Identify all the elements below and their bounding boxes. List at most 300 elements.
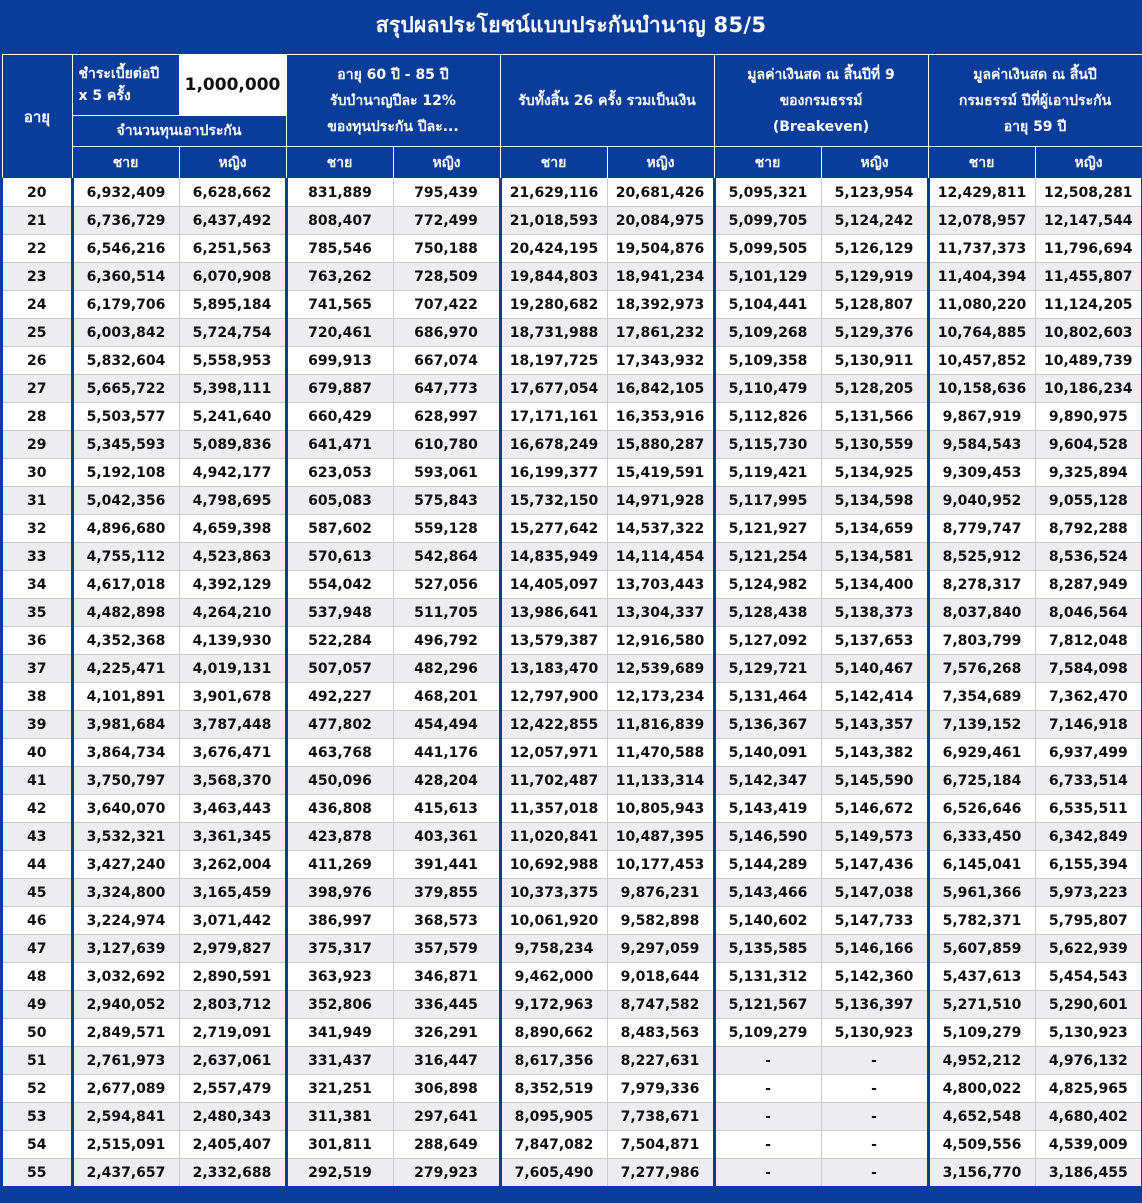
annuity-male: 554,042 [286,571,393,599]
breakeven-female: 5,130,911 [821,347,928,375]
annuity-female: 403,361 [393,823,500,851]
table-row [2,515,1142,543]
premium-male: 6,736,729 [72,207,179,235]
annuity-female: 454,494 [393,711,500,739]
age-cell: 48 [2,963,72,991]
female-column-header: หญิง [1035,147,1142,179]
age-cell: 39 [2,711,72,739]
cash-59-male: 4,509,556 [928,1131,1035,1159]
annuity-header-line3: ของทุนประกัน ปีละ... [327,118,459,135]
premium-female: 6,437,492 [179,207,286,235]
total-female: 16,842,105 [607,375,714,403]
premium-label-line2: x 5 ครั้ง [78,88,131,104]
annuity-female: 559,128 [393,515,500,543]
female-column-header: หญิง [821,147,928,179]
age-cell: 28 [2,403,72,431]
total-male: 13,183,470 [500,655,607,683]
cash-59-female: 7,146,918 [1035,711,1142,739]
premium-male: 5,665,722 [72,375,179,403]
total-female: 15,419,591 [607,459,714,487]
table-row [2,1103,1142,1131]
total-male: 17,171,161 [500,403,607,431]
total-male: 10,061,920 [500,907,607,935]
breakeven-female: 5,146,672 [821,795,928,823]
cash-59-female: 9,890,975 [1035,403,1142,431]
cash-59-female: 6,155,394 [1035,851,1142,879]
age-cell: 30 [2,459,72,487]
annuity-female: 326,291 [393,1019,500,1047]
annuity-male: 507,057 [286,655,393,683]
premium-female: 3,071,442 [179,907,286,935]
breakeven-female: 5,136,397 [821,991,928,1019]
total-male: 15,277,642 [500,515,607,543]
total-female: 7,504,871 [607,1131,714,1159]
breakeven-header [714,55,928,147]
breakeven-male: 5,121,254 [714,543,821,571]
premium-female: 2,803,712 [179,991,286,1019]
total-male: 15,732,150 [500,487,607,515]
annuity-female: 686,970 [393,319,500,347]
cash-59-male: 4,652,548 [928,1103,1035,1131]
total-female: 8,227,631 [607,1047,714,1075]
annuity-female: 468,201 [393,683,500,711]
annuity-male: 450,096 [286,767,393,795]
total-female: 12,173,234 [607,683,714,711]
total-received-header [500,55,714,147]
cash-59-female: 5,973,223 [1035,879,1142,907]
premium-male: 4,755,112 [72,543,179,571]
annuity-male: 311,381 [286,1103,393,1131]
breakeven-female: 5,126,129 [821,235,928,263]
annuity-male: 831,889 [286,179,393,207]
premium-female: 2,405,407 [179,1131,286,1159]
age-cell: 40 [2,739,72,767]
breakeven-male: 5,109,268 [714,319,821,347]
premium-female: 3,463,443 [179,795,286,823]
total-female: 8,483,563 [607,1019,714,1047]
total-male: 21,018,593 [500,207,607,235]
total-male: 8,095,905 [500,1103,607,1131]
annuity-male: 537,948 [286,599,393,627]
premium-female: 3,361,345 [179,823,286,851]
cash-59-female: 7,812,048 [1035,627,1142,655]
cash-59-female: 4,825,965 [1035,1075,1142,1103]
premium-male: 5,345,593 [72,431,179,459]
cash-59-male: 7,803,799 [928,627,1035,655]
total-male: 19,280,682 [500,291,607,319]
cash-value-59-header [928,55,1142,147]
age-cell: 38 [2,683,72,711]
table-row [2,319,1142,347]
breakeven-female: 5,143,357 [821,711,928,739]
annuity-female: 336,445 [393,991,500,1019]
cash-59-male: 5,607,859 [928,935,1035,963]
annuity-female: 346,871 [393,963,500,991]
cash-59-female: 6,535,511 [1035,795,1142,823]
age-cell: 25 [2,319,72,347]
breakeven-male: 5,119,421 [714,459,821,487]
age-cell: 31 [2,487,72,515]
cash-59-male: 5,109,279 [928,1019,1035,1047]
cash-59-male: 12,078,957 [928,207,1035,235]
annuity-female: 316,447 [393,1047,500,1075]
cash-59-female: 5,454,543 [1035,963,1142,991]
annuity-female: 707,422 [393,291,500,319]
cash-59-male: 6,725,184 [928,767,1035,795]
premium-male: 3,224,974 [72,907,179,935]
annuity-male: 386,997 [286,907,393,935]
total-male: 18,731,988 [500,319,607,347]
age-cell: 26 [2,347,72,375]
total-male: 7,847,082 [500,1131,607,1159]
table-row [2,991,1142,1019]
total-male: 14,405,097 [500,571,607,599]
premium-male: 4,482,898 [72,599,179,627]
cash-59-male: 7,139,152 [928,711,1035,739]
cash-59-female: 12,147,544 [1035,207,1142,235]
cash-59-male: 11,080,220 [928,291,1035,319]
breakeven-male: 5,101,129 [714,263,821,291]
annuity-male: 720,461 [286,319,393,347]
cash-59-male: 11,404,394 [928,263,1035,291]
breakeven-male: - [714,1131,821,1159]
breakeven-male: 5,115,730 [714,431,821,459]
breakeven-male: 5,131,464 [714,683,821,711]
breakeven-female: 5,143,382 [821,739,928,767]
breakeven-male: - [714,1075,821,1103]
premium-female: 4,264,210 [179,599,286,627]
table-row [2,179,1142,207]
total-male: 9,172,963 [500,991,607,1019]
breakeven-male: 5,144,289 [714,851,821,879]
premium-male: 4,101,891 [72,683,179,711]
cash-59-male: 5,782,371 [928,907,1035,935]
annuity-female: 306,898 [393,1075,500,1103]
annuity-female: 297,641 [393,1103,500,1131]
total-male: 16,678,249 [500,431,607,459]
premium-male: 2,515,091 [72,1131,179,1159]
cash-59-male: 10,158,636 [928,375,1035,403]
breakeven-header-line1: มูลค่าเงินสด ณ สิ้นปีที่ 9 [747,66,895,83]
breakeven-female: - [821,1047,928,1075]
breakeven-male: 5,136,367 [714,711,821,739]
breakeven-female: 5,140,467 [821,655,928,683]
breakeven-female: - [821,1159,928,1188]
age-cell: 20 [2,179,72,207]
annuity-female: 279,923 [393,1159,500,1188]
premium-label-line1: ชำระเบี้ยต่อปี [78,66,160,82]
annuity-male: 785,546 [286,235,393,263]
premium-female: 2,637,061 [179,1047,286,1075]
table-row [2,907,1142,935]
total-female: 13,703,443 [607,571,714,599]
annuity-female: 511,705 [393,599,500,627]
total-male: 7,605,490 [500,1159,607,1188]
total-female: 9,297,059 [607,935,714,963]
cash-59-female: 5,622,939 [1035,935,1142,963]
cash-59-female: 10,802,603 [1035,319,1142,347]
total-male: 11,020,841 [500,823,607,851]
premium-male: 4,352,368 [72,627,179,655]
total-female: 11,133,314 [607,767,714,795]
total-female: 11,470,588 [607,739,714,767]
age-cell: 32 [2,515,72,543]
total-male: 14,835,949 [500,543,607,571]
breakeven-male: 5,117,995 [714,487,821,515]
table-row [2,767,1142,795]
premium-male: 2,594,841 [72,1103,179,1131]
table-row [2,879,1142,907]
table-row [2,739,1142,767]
age-cell: 54 [2,1131,72,1159]
age-cell: 45 [2,879,72,907]
premium-female: 2,332,688 [179,1159,286,1188]
annuity-male: 363,923 [286,963,393,991]
cash-59-female: 8,046,564 [1035,599,1142,627]
breakeven-male: - [714,1159,821,1188]
breakeven-male: 5,112,826 [714,403,821,431]
total-male: 12,422,855 [500,711,607,739]
cash-59-female: 6,342,849 [1035,823,1142,851]
annuity-male: 492,227 [286,683,393,711]
annuity-female: 368,573 [393,907,500,935]
cash-59-female: 7,584,098 [1035,655,1142,683]
cash-59-male: 5,961,366 [928,879,1035,907]
annuity-header-line2: รับบำนาญปีละ 12% [330,92,456,109]
premium-female: 4,392,129 [179,571,286,599]
table-row [2,1019,1142,1047]
premium-female: 3,787,448 [179,711,286,739]
premium-male: 2,849,571 [72,1019,179,1047]
total-female: 8,747,582 [607,991,714,1019]
total-female: 7,277,986 [607,1159,714,1188]
table-row [2,431,1142,459]
table-row [2,851,1142,879]
premium-female: 2,719,091 [179,1019,286,1047]
annuity-female: 750,188 [393,235,500,263]
annuity-female: 628,997 [393,403,500,431]
premium-male: 6,003,842 [72,319,179,347]
total-male: 21,629,116 [500,179,607,207]
premium-male: 5,192,108 [72,459,179,487]
premium-male: 3,127,639 [72,935,179,963]
annuity-female: 288,649 [393,1131,500,1159]
gender-header-row [2,147,1142,179]
breakeven-male: 5,146,590 [714,823,821,851]
premium-female: 2,480,343 [179,1103,286,1131]
annuity-male: 570,613 [286,543,393,571]
premium-male: 3,981,684 [72,711,179,739]
cash-59-male: 10,764,885 [928,319,1035,347]
total-female: 19,504,876 [607,235,714,263]
premium-female: 6,251,563 [179,235,286,263]
table-row [2,711,1142,739]
annuity-male: 411,269 [286,851,393,879]
premium-male: 2,437,657 [72,1159,179,1188]
premium-male: 6,546,216 [72,235,179,263]
breakeven-female: 5,142,414 [821,683,928,711]
annuity-male: 605,083 [286,487,393,515]
annuity-male: 699,913 [286,347,393,375]
cash-59-male: 8,525,912 [928,543,1035,571]
age-cell: 37 [2,655,72,683]
annuity-female: 542,864 [393,543,500,571]
breakeven-female: 5,129,376 [821,319,928,347]
annuity-male: 660,429 [286,403,393,431]
total-female: 17,861,232 [607,319,714,347]
age-cell: 34 [2,571,72,599]
cash-59-male: 7,354,689 [928,683,1035,711]
total-female: 9,018,644 [607,963,714,991]
table-row [2,655,1142,683]
table-row [2,459,1142,487]
age-cell: 53 [2,1103,72,1131]
table-row [2,207,1142,235]
table-row [2,571,1142,599]
annuity-female: 357,579 [393,935,500,963]
age-cell: 29 [2,431,72,459]
cash-59-female: 11,455,807 [1035,263,1142,291]
cash-59-female: 10,489,739 [1035,347,1142,375]
page-title: สรุปผลประโยชน์แบบประกันบำนาญ 85/5 [375,13,767,37]
breakeven-male: 5,143,466 [714,879,821,907]
total-male: 11,702,487 [500,767,607,795]
premium-female: 2,979,827 [179,935,286,963]
premium-male: 3,427,240 [72,851,179,879]
premium-female: 4,798,695 [179,487,286,515]
annuity-male: 341,949 [286,1019,393,1047]
premium-male: 3,864,734 [72,739,179,767]
total-male: 10,692,988 [500,851,607,879]
total-male: 13,986,641 [500,599,607,627]
age-column-header: อายุ [2,55,72,179]
table-row [2,683,1142,711]
total-female: 7,738,671 [607,1103,714,1131]
total-female: 14,971,928 [607,487,714,515]
table-body [2,179,1142,1188]
premium-male: 3,032,692 [72,963,179,991]
premium-label [72,55,179,116]
breakeven-male: 5,110,479 [714,375,821,403]
total-male: 9,758,234 [500,935,607,963]
total-male: 11,357,018 [500,795,607,823]
total-female: 11,816,839 [607,711,714,739]
breakeven-female: 5,131,566 [821,403,928,431]
breakeven-female: 5,147,038 [821,879,928,907]
total-male: 16,199,377 [500,459,607,487]
breakeven-male: 5,121,567 [714,991,821,1019]
annuity-male: 679,887 [286,375,393,403]
annuity-male: 352,806 [286,991,393,1019]
table-row [2,1131,1142,1159]
cash-59-male: 4,800,022 [928,1075,1035,1103]
premium-female: 3,676,471 [179,739,286,767]
annuity-female: 415,613 [393,795,500,823]
annuity-male: 763,262 [286,263,393,291]
premium-female: 6,070,908 [179,263,286,291]
cash-59-male: 9,040,952 [928,487,1035,515]
cash-59-male: 9,309,453 [928,459,1035,487]
cash-59-male: 7,576,268 [928,655,1035,683]
premium-female: 3,568,370 [179,767,286,795]
breakeven-female: 5,147,436 [821,851,928,879]
annuity-female: 667,074 [393,347,500,375]
annuity-female: 391,441 [393,851,500,879]
premium-female: 5,558,953 [179,347,286,375]
total-female: 12,539,689 [607,655,714,683]
total-female: 17,343,932 [607,347,714,375]
breakeven-male: 5,124,982 [714,571,821,599]
breakeven-female: 5,123,954 [821,179,928,207]
total-male: 8,352,519 [500,1075,607,1103]
annuity-female: 728,509 [393,263,500,291]
age-cell: 52 [2,1075,72,1103]
cash-value-59-header-line2: กรมธรรม์ ปีที่ผู้เอาประกัน [958,92,1112,109]
age-cell: 43 [2,823,72,851]
premium-female: 5,895,184 [179,291,286,319]
premium-male: 2,677,089 [72,1075,179,1103]
premium-male: 6,932,409 [72,179,179,207]
cash-value-59-header-line1: มูลค่าเงินสด ณ สิ้นปี [973,66,1097,83]
cash-59-female: 8,287,949 [1035,571,1142,599]
cash-59-male: 9,584,543 [928,431,1035,459]
table-row [2,403,1142,431]
female-column-header: หญิง [179,147,286,179]
total-male: 20,424,195 [500,235,607,263]
annuity-male: 436,808 [286,795,393,823]
breakeven-female: 5,130,559 [821,431,928,459]
benefit-table [1,54,1142,1189]
annuity-male: 321,251 [286,1075,393,1103]
table-row [2,1159,1142,1188]
total-female: 9,582,898 [607,907,714,935]
table-row [2,291,1142,319]
breakeven-female: 5,145,590 [821,767,928,795]
age-cell: 21 [2,207,72,235]
premium-female: 3,262,004 [179,851,286,879]
breakeven-male: 5,135,585 [714,935,821,963]
breakeven-male: - [714,1103,821,1131]
annuity-male: 375,317 [286,935,393,963]
breakeven-female: 5,128,807 [821,291,928,319]
total-female: 20,681,426 [607,179,714,207]
cash-59-female: 4,680,402 [1035,1103,1142,1131]
cash-59-female: 8,536,524 [1035,543,1142,571]
table-row [2,1075,1142,1103]
table-row [2,935,1142,963]
cash-59-male: 10,457,852 [928,347,1035,375]
table-row [2,263,1142,291]
breakeven-male: 5,142,347 [714,767,821,795]
male-column-header: ชาย [500,147,607,179]
female-column-header: หญิง [607,147,714,179]
total-female: 14,537,322 [607,515,714,543]
breakeven-male: 5,128,438 [714,599,821,627]
cash-59-female: 10,186,234 [1035,375,1142,403]
age-cell: 42 [2,795,72,823]
premium-male: 3,532,321 [72,823,179,851]
cash-59-male: 8,037,840 [928,599,1035,627]
age-cell: 36 [2,627,72,655]
premium-male: 3,324,800 [72,879,179,907]
breakeven-male: 5,099,705 [714,207,821,235]
premium-female: 4,659,398 [179,515,286,543]
annuity-header-line1: อายุ 60 ปี - 85 ปี [337,66,449,83]
premium-female: 5,241,640 [179,403,286,431]
cash-59-male: 12,429,811 [928,179,1035,207]
annuity-male: 292,519 [286,1159,393,1188]
total-female: 14,114,454 [607,543,714,571]
